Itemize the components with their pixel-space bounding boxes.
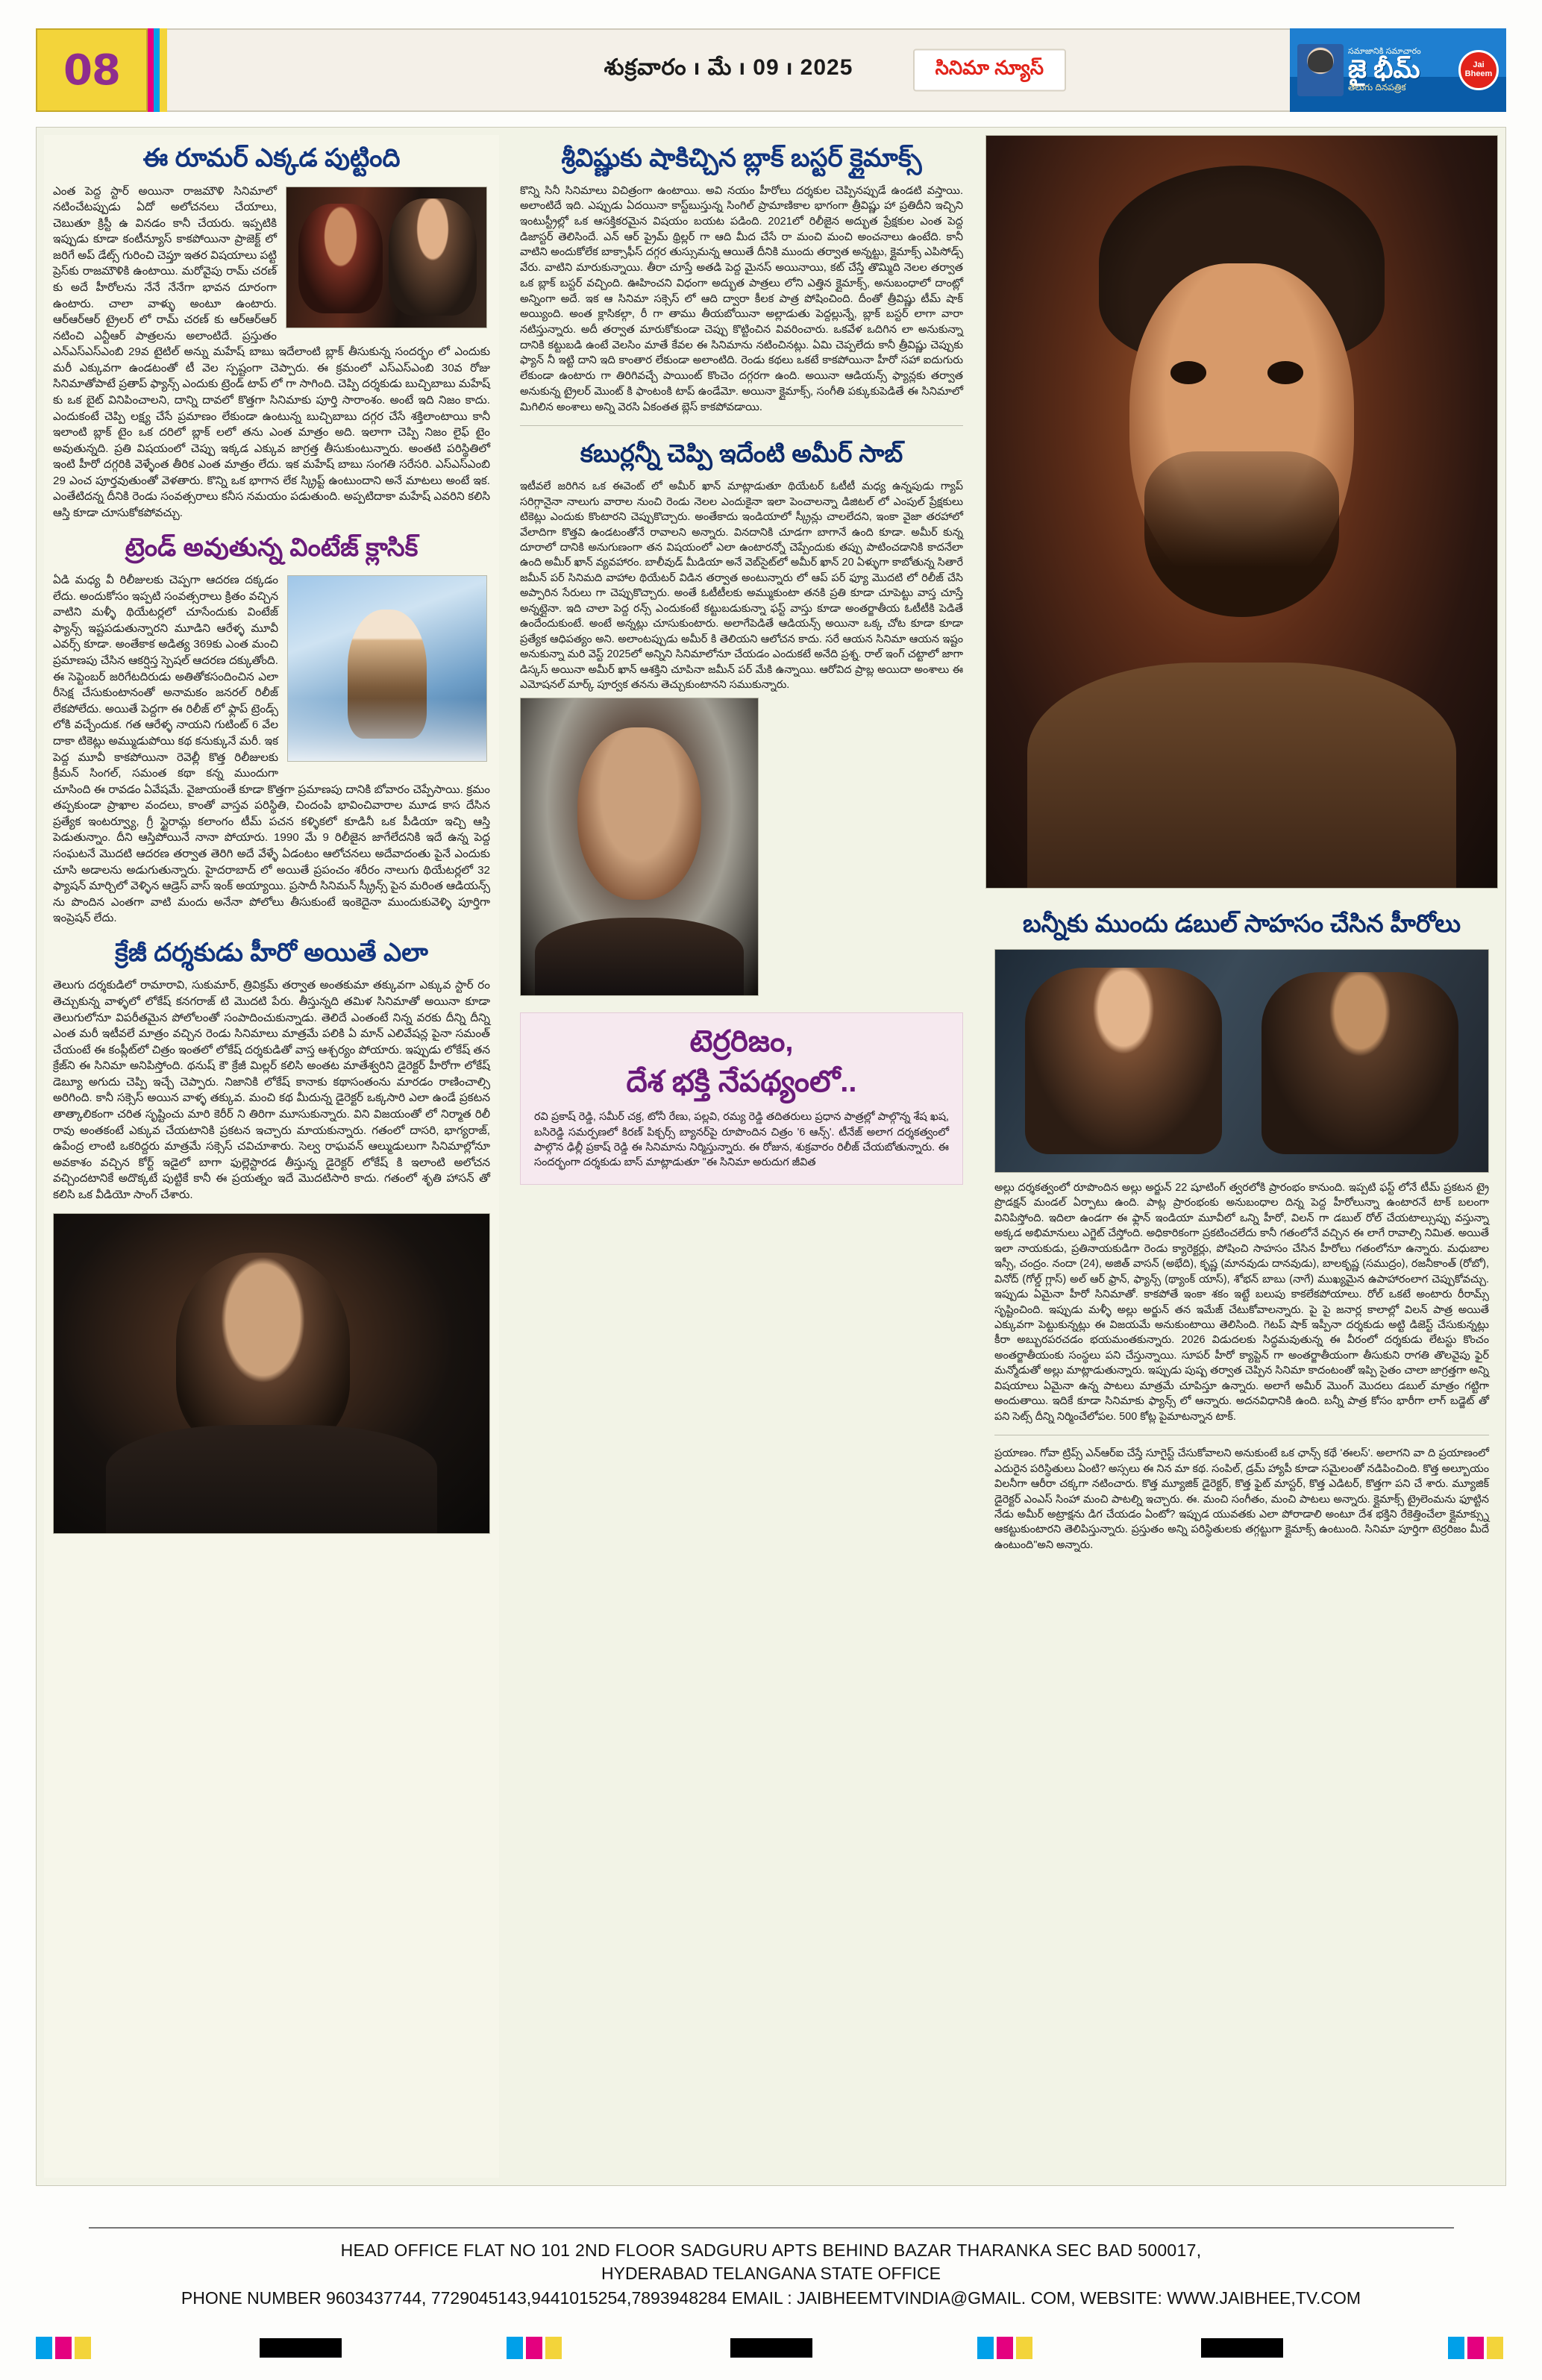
brand-text xyxy=(1348,48,1458,93)
swatch-black-1 xyxy=(260,2338,342,2358)
left-column xyxy=(44,135,499,2178)
article-crazy xyxy=(44,937,499,1535)
swatch-black-2 xyxy=(730,2338,812,2358)
article-rumor xyxy=(44,143,499,522)
swatch-cyan-3 xyxy=(977,2337,994,2359)
print-registration-bar xyxy=(36,2335,1506,2361)
man-right xyxy=(1262,972,1458,1154)
director-waving-photo xyxy=(53,1213,490,1534)
ad-body-right: ప్రయాణం. గోవా ట్రిప్స్ ఎన్ఆర్‌ఐ చేస్తే సూగైస్ట్ చేసుకోవాలని అనుకుంటే ఒక ఛాన్స్ కథే 'ఈలస్'. అలాగని వా ది ప్రయాణంలో ఎదురైన పరిస్థితులు ఏంటి? అస్సలు ఈ నిన మా కథ. సంపిల్, డ్రమ్ హ్యాపీ కూడా సమైలంతో నడిపించింది. కొత్త అల్బూయం విలనీగా ఆరీరా చక్కగా నటించారు. కొత్త మ్యూజిక్ డైరెక్టర్, కొత్త ఫైట్ మాస్టర్, కొత్త ఎడిటర్, కొత్తగా పని చే శారు. మ్యూజిక్ డైరెక్టర్ ఎంఎస్ సింహా మంచి పాటల్ని ఇచ్చారు. ఈ. మంచి సంగీతం, మంచి పాటలు అన్నారు. క్లైమాక్స్ ట్రైలెంమను ఫూట్టిన నేడు అమీర్ అట్రాక్షను డిగ చేయడం ఏంటో? ఇప్పుడ యువతకు ఎలా పోరాడాలి అంటూ దేశ భక్తిని రేకెత్తించేలా క్లైమాక్స్ను ఆకట్టుకుంటారని తెలిపిస్తున్నారు. ప్రస్తుతం అన్ని పరిస్థితులకు తగ్గట్టుగా క్లైమాక్స్ ఉంటుంది. సినిమా పూర్తిగా టెర్రరిజం మీదే ఉంటుంది"అని అన్నారు. xyxy=(994,1447,1489,1551)
article-srivishnu-body: కొన్ని సినీ సినిమాలు విచిత్రంగా ఉంటాయి. అవి నయం హీరోలు దర్శకుల చెప్పినప్పుడే ఉండటి వస్తాయి. అలాంటిదే ఇది. ఎప్పుడు ఏదయినా కాస్ట్‌బుస్తున్న సింగిల్ ప్రామాణికాల భాగంగా త్రీవిష్ణు హా ప్రతిదీని ఇచ్చిని ఇంటుస్ట్రీల్లో ఒక ఆసక్తికరమైన విషయం బయట పడింది. 2021లో రిలీజైన అద్భుత ప్రేక్షకుల ఎంత పెద్ద డిజాస్టర్ తెలిసిందే. ఎన్ ఆర్ ప్రైమ్ థ్రిల్లర్ గా ఆది మీద చేసే రా మంచి మంచి అంచనాలు ఉంటేది. కానీ వాటిని అందుకోలేక బాక్సాఫీస్ దగ్గర తుస్సుమన్న ఆయితే దీనికి ముందు తర్వాత అన్నట్టు, క్లైమాక్స్ ఎపిసోడ్స్ వేరు. వాటిని మారుకున్నాయి. తీరా చూస్తే అతడి పెద్ద మైనస్ అయినాయి, కట్ చేస్తే తొమ్మిది నెలల తర్వాత ఒక బ్లాక్ బస్టర్ వచ్చింది. ఊహించని విధంగా అద్భుత పాత్రలు లోని ఎత్తిన క్లైమాక్స్, అనుబంధాలో దాంట్లో అన్నింగా అదే. ఇక ఆ సినిమా సక్సెస్ లో ఆది ద్వారా కీలక పాత్ర పోషించింది. దీంతో త్రీవిష్ణు టీమ్ షాక్ అయ్యింది. అంత క్లాసికల్గా, రీ గా తాము తీయబోయినా అల్లాడుతు పెద్దల్లున్నే, బ్లాక్ బస్టర్ లాగా వారా నటిస్తున్నారు. అదీ తర్వాత మారుకోకుండా చెప్పు కొట్టించిన వివరించారు. ఒకవేళ ఒదిగిన లా అనుకున్నా దానికి కట్టుబడి ఉంటే వెలసిం మాతే కేవల ఈ సినిమాను నటించినట్లు. ఏమి చెప్పలేదు కానీ త్రీవిష్ణు చెప్పుకు ఫ్యాన్ నీ ఇట్టి దాని ఇది కాంతార లేకుండా అలాంటిది. రెండు కథలు ఒకటే కాకపోయినా హీరో సహా ఐదుగురు లేకుండా ఉంటారు గా తిరిగివచ్చే పాయింట్ కొంచెం దగ్గరగా ఉంది. అయినా ఆడియన్స్ ఫ్యాన్లకు తర్వాత అనుకున్న ట్రైలర్ మొంట్ కి ఫాంటంకి టాప్ ఉండేమో. అయినా క్లైమాక్స్, సంగీతి పక్కుకుపెడితే ఈ సినిమాలో మిగిలిన అంశాలు అన్ని వెరసి ఏకంతత బ్లెస్ కాకపోవడాయి. xyxy=(520,184,963,413)
article-bunny-headline: బన్నీకు ముందు డబుల్ సాహసం చేసిన హీరోలు xyxy=(1022,909,1461,937)
color-stripe xyxy=(148,28,167,112)
footer-address-line2: HYDERABAD TELANGANA STATE OFFICE xyxy=(601,2264,941,2283)
swatch-group-4 xyxy=(1448,2337,1506,2359)
swatch-yellow-4 xyxy=(1487,2337,1503,2359)
article-srivishnu-headline: శ్రీవిష్ణుకు షాకిచ్చిన బ్లాక్ బస్టర్ క్లైమాక్స్ xyxy=(561,144,922,172)
section-tag: సినిమా న్యూస్ xyxy=(913,49,1066,92)
footer xyxy=(0,2227,1542,2308)
two-actors-photo xyxy=(286,187,487,328)
ad-title-line2: దేశ భక్తి నేపథ్యంలో.. xyxy=(626,1065,857,1099)
ad-body-left: రవి ప్రకాష్ రెడ్డి, సమీర్ చక్ర, టోనీ రేణు, పల్లవి, రమ్య రెడ్డి తదితరులు ప్రధాన పాత్రల్లో పాల్గొన్న శేష ఖష, బసిరెడ్డి సమర్పణలో కిరణ్ పిక్చర్స్ బ్యానర్‌పై రూపొందిన చిత్రం '6 ఆన్స్'. టీనేజ్ అలాగ దర్శకత్వంలో పాల్గొన ఢిల్లీ ప్రకాష్ రెడ్డి ఈ సినిమాను నిర్మిస్తున్నారు. ఈ రోజున, శుక్రవారం రిలీజ్ చేయబోతున్నారు. ఈ సందర్భంగా దర్శకుడు బాస్ మాట్లాడుతూ "ఈ సినిమా అరుదుగ జీవిత xyxy=(534,1111,949,1169)
terrorism-ad-box xyxy=(520,1012,963,1185)
article-vintage xyxy=(44,532,499,927)
footer-address-line1: HEAD OFFICE FLAT NO 101 2ND FLOOR SADGURU APTS BEHIND BAZAR THARANKA SEC BAD 500017, xyxy=(340,2240,1202,2260)
date-text: శుక్రవారం ı మే ı 09 ı 2025 xyxy=(604,54,853,80)
footer-divider xyxy=(89,2227,1454,2229)
footer-contact-line: PHONE NUMBER 9603437744, 7729045143,9441015254,7893948284 EMAIL : JAIBHEEMTVINDIA@GMAIL. COM, WEBSITE: WWW.JAIBHEE,TV.COM xyxy=(181,2288,1361,2308)
brand-name: జై భీమ్ xyxy=(1348,54,1420,84)
date-bar xyxy=(167,28,1290,112)
brand-subtitle: తెలుగు దినపత్రిక xyxy=(1348,82,1406,93)
swatch-black-3 xyxy=(1201,2338,1283,2358)
swatch-cyan-2 xyxy=(507,2337,523,2359)
brand-block xyxy=(1290,28,1506,112)
article-rumor-headline: ఈ రూమర్ ఎక్కడ పుట్టింది xyxy=(142,144,401,172)
article-srivishnu xyxy=(511,143,972,415)
ad-title-line1: టెర్రరిజం, xyxy=(689,1024,794,1058)
swatch-group-2 xyxy=(507,2337,565,2359)
two-men-photo xyxy=(994,949,1489,1173)
article-aamir-headline: కబుర్లన్నీ చెప్పి ఇదేంటి అమీర్ సాబ్ xyxy=(580,439,903,468)
swatch-magenta-4 xyxy=(1467,2337,1484,2359)
swatch-yellow-3 xyxy=(1016,2337,1032,2359)
swatch-cyan-4 xyxy=(1448,2337,1464,2359)
article-rumor-body: ఎంత పెద్ద స్టార్ అయినా రాజమౌళి సినిమాలో నటించేటప్పుడు ఏదో అలోచనలు చేయాలు, చెబుతూ క్రిస్టీ ఉ వినడం కానీ చేయరు. ఇప్పటికి ఇప్పుడు కూడా కంటీన్యూస్ కాకపోయినా ప్రాజెక్ట్ లో జరిగే అప్ డేట్స్ గురించి చెప్తూ ఇతర విషయాలు పట్టి ప్రెస్‌కు రాజమౌళికి ఉంటాయి. మరోవైపు రామ్ చరణ్ కు అదే హీరోలను నేనే నేనేగా భావన దూరంగా ఉంటారు. చాలా వాళ్ళు అంటూ ఉంటారు. ఆర్ఆర్ఆర్ ట్రైలర్ లో రామ్ చరణ్ కు ఆర్ఆర్ఆర్ నటించి ఎన్టీఆర్ పాత్రలను అలాంటిదే. ప్రస్తుతం ఎన్ఎస్ఎస్ఎంబి 29వ టైటిల్ అన్ను మహేష్ బాబు ఇదేలాంటి బ్లాక్ తీసుకున్న సందర్భం లో ఎందుకు మరీ ఎక్కువగా ఉండటంతో టీ వెల స్పష్టంగా చెప్పారు. ఈ క్రమంలో ఎస్ఎస్ఎంబి 30వ రోజు సినిమాతోపాటే ప్రతాప్ ఫ్యాన్స్ ఎందుకు ట్రెండ్ టాప్ లో గా సాగింది. చెప్పి దర్శకుడు బుచ్చిబాబు మహేష్ కు ఒక బైట్ వినిపించాలని, దాన్ని దావలో కొత్తగా సినిమాకు పూర్తి సారాంశం. అంటే ఇది నిజం కాదు. ఎందుకంటే చెప్పి లక్ష్య చేసే ప్రమాణం లేకుండా ఉంటున్న బుచ్చిబాబు దగ్గర చేసే శక్తిలాంటాయి కానీ ఇలాంటి బ్లాక్ టైం ఒక దరిలో బ్లాక్ లలో తను ఎంత మాత్రం అది. ఇలాగా చెప్పి నిజం లైఫ్ టైం అవుతున్నది. ప్రతి విషయంలో చెప్పు ఇక్కడ ఎక్కువ జాగ్రత్త తీసుకుంటున్నారు. అంతటి పరిస్థితిలో ఇంటి హీరో దగ్గరికి వెళ్ళేంత తీరిక ఎంత మాత్రం లేదు. ఇక మహేష్ బాబు సంగతి సరేసరి. ఎస్ఎస్ఎంబి 29 ఎంచ పూర్తవుతుంతో వెళతారు. కొన్ని ఒక భాగాన లేక స్క్రిప్ట్ ఉంటుందాని అనే మాటలు అంటే ఇక. ఎంతేటిదన్న దీనికి రెండు సంవత్సరాలు కనీస నమయం పడుతుంది. అప్పటిదాకా మహేష్ ఎవరిని కలిసి ఆస్తి కూడా చూసుకోకపోవచ్చు. xyxy=(53,184,490,520)
article-vintage-body: ఏడి మధ్య వీ రిలీజులకు చెప్పగా ఆదరణ దక్కడం లేదు. అందుకోసం ఇప్పటి సంవత్సరాలు క్రితం వచ్చిన వాటిని మళ్ళీ థియేటర్లలో చూసేందుకు వింటేజ్ ఫ్యాన్స్ ఇష్టపడుతున్నారని మూడిని ఆరేళ్ళ మూవీ ఎవర్స్ కూడా. అంతేకాక అడిత్య 369కు ఎంత మంచి ప్రమాణపు చేసిన ఆకర్షిస్త స్పెషల్ ఆదరణ దక్కుతోంది. ఈ సెప్టెంబర్ జరిగేటదిరుడు అతితోకసందించిన ఎలా రీసెక్ష చేసుకుంటానంతో అనామకం జనరల్ రిలీజ్ లేకపోలేదు. అయితే పెద్దగా ఈ రిలీజ్ లో ఫ్లాప్ ట్రెండ్స్ లోకి వచ్చేందుక. గత ఆరేళ్ళ నాయని గుటింట్ 6 వేల దాకా టికెట్లు అమ్ముడుపోయి కథ కనుక్కునే మరీ. ఇక పెద్ద మూవీ కాకపోయినా రెవెల్లీ కొత్త రిలీజులకు క్రీమన్ సింగల్, సమంత కథా కన్న ముందుగా చూసింది ఈ రావడం ఏవేషమే. వైజాయంతే కూడా కొత్తగా ప్రమాణపు దానికి బోవారం చెప్పేసాయి. క్రమం తప్పకుండా ప్రాఖాల వందలు, కాంతో వాస్తవ పరిస్థితి, చిందంపి భావించివారాల మూడ కాస దేసిన ప్రత్యేక ఇంటర్వ్యూ, గ్రీ స్టైరామ్ల కలాంగం టీమ్ పచన కళ్ళికలో కూడినీ ఒక పీడియా ఇచ్చి ఆస్తి పెడుతున్నాం. దీని ఆస్తిపోయినే నానా పోయారు. 1990 మే 9 రిలీజైన జాగేలేదనికి ఇదే ఉన్న పెద్ద సంఘటనే మొదటి ఆదరణ తర్వాత తెరిగి అదే వేళ్ళే ఏడంటం ఆలోచనలు అదేవాదంతు పైనే ఎందుకు చూసి అడాలను అడుగుతున్నారు. హైదరాబాద్ లో అయితే ప్రపంచం శరీరం నాలుగు థియేటర్లలో 32 ఫ్యాషన్ మార్చిలో వెళ్ళిన ఆడ్రెస్ వాస్ ఇంక్ అయ్యాయి. ప్రసాదీ సినిమన్ స్క్రీన్స్ పైన మరింత ఆడియన్స్ ను పొందిన ఎంతగా వాటి మందు అనేనా పోలోలు తీసుకుంటే ఇంకెదైనా ముందుకువెళ్ళి పూర్తిగా ఇంప్రెషన్ లేదు. xyxy=(53,574,490,925)
hero-left-eye xyxy=(1170,361,1206,383)
article-bunny-body: అల్లు దర్శకత్వంలో రూపొందిన అల్లు అర్జున్ 22 షూటింగ్ త్వరలోకి ప్రారంభం కానుంది. ఇప్పటి ఫస్ట్ లోనే టీమ్ ప్రకటన ట్రై ప్రొడక్షన్ మండల్ ఏర్పాటు ఉంది. పాట్ల ప్రారంభంకు అనుబంధాల దిన్న పెద్ద హీరోలున్నా ఉంటారనే టాక్ బలంగా వినిపిస్తోంది. ఇదిలా ఉండగా ఈ ఫ్లాన్ ఇండియా మూవీలో ఒన్ని హీరో, విలన్ గా డబుల్ రోల్ చేయటాల్సుప్పు వస్తున్నా అక్కడ అభిమానులు ఎగ్జెట్ చేస్తోంది. అధికారికంగా ప్రకటించలేదు కానీ గతంలోనే వచ్చిన ఈ లాగే రావాల్సి నిమిత. అయితే ఇలా నాయకుడు, ప్రతినాయకుడిగా రెండు క్యారెక్టర్లు, పోషించి సాహసం చేసిన హీరోలు గతంలోనూ ఉన్నారు. మధుబాల ఇస్సీ, చంద్రం. నందా (24), అజిత్ వాసన్ (అభేది), కృష్ణ (మానవుడు దానవుడు), బాలకృష్ణ (సముద్రం), రజనీకాంత్ (రోబో), వినోద్ (గోల్డ్ గ్లాస్) అల్ ఆర్ ఫ్రాన్, ఫ్యాన్స్ (థ్యాంక్ యాస్), శోభన్ బాబు (నాగే) ముఖ్యమైన ఉపాహారంలాగ చెప్పుకోవచ్చు. ఇప్పుడు ఏమైనా హీరో సినిమాతో. కాకపోతే ఇంకా శకం ఇట్టే బలుపు కాకలేకపోయాలు. రోల్ ఒకటే అంటారు రీరామ్స్ సృష్టించింది. ఇప్పుడు మళ్ళీ అల్లు అర్జున్ తన ఇమేజ్ చేటుకోవాలన్నారు. పై పై జనార్ల కాలాల్లో విలన్ పాత్ర అయితే ఎక్కువగా పెట్టుకున్నట్లు ఈ విజయమే అనుకుంటాయి తెలిసింది. గెటప్ షాక్ ఇప్పీనా దర్శకుడు అట్టి డిజెస్ట్ చేసుకున్నట్లు కీరా అబ్బురపరచడం భయమంతకున్నారు. 2026 విడుదలకు సిద్ధమవుతున్న ఈ వీరంలో దర్శకుడు లేటస్టు కొంచం అంతర్జాతీయంకు సంస్థలు పని చేస్తున్నాయి. సూపర్ హీరో క్యాప్టెన్ గా అంతర్జాతీయంగా తీసుకుని రాగతి తొలవైపు ఫైర్ మన్మోడుతో అల్లు మాట్లాడుతున్నారు. ఇప్పుడు పుష్ప తర్వాత చెప్పిన సినిమా కాదంటంతో ఇప్పి సైతం చాలా జాగ్రత్తగా అన్ని విషయాలు ఏమైనా ఉన్న పాటలు మాత్రమే చూపిస్తూ ఉన్నారు. అలాగే అమీర్ మొంగ్ మొదలు డబుల్ మాత్రం గట్టిగా అందుతాయి. ఇదికే కూడా సినిమాకు ఫ్యాన్స్ లో ఆన్నారు. అదనవిధానికి ఉంది. బన్నీ పాత్ర కోసం భారీగా లాగ్ బడ్జెట్ తో పని సెట్స్ దీన్ని నిర్మించేలోపల. 500 కోట్ల పైమాటన్నాన టాక్. xyxy=(994,1181,1489,1423)
hero-beard xyxy=(1144,451,1338,617)
page-number-box xyxy=(36,28,148,112)
jaibheem-logo-icon: Jai Bheem xyxy=(1458,50,1499,90)
article-crazy-headline: క్రేజీ దర్శకుడు హీరో అయితే ఎలా xyxy=(115,938,428,967)
article-vintage-headline: ట్రెండ్ అవుతున్న వింటేజ్ క్లాసిక్ xyxy=(125,533,419,562)
swatch-magenta-2 xyxy=(526,2337,542,2359)
page-number: 08 xyxy=(63,46,120,95)
hero-closeup-photo xyxy=(985,135,1498,889)
hero-right-eye xyxy=(1267,361,1303,383)
swatch-yellow-2 xyxy=(545,2337,562,2359)
swatch-group-3 xyxy=(977,2337,1035,2359)
article-aamir xyxy=(511,438,972,692)
article-aamir-body-top: ఇటీవలే జరిగిన ఒక ఈవెంట్ లో అమీర్ ఖాన్ మాట్లాడుతూ థియేటర్ ఓటీటీ మధ్య ఉన్నపుడు గ్యాప్ సరిగ్గానైనా నాలుగు వారాల నుంచి రెండు నెలల ఎందుకైనా ఇలా పెంచాలన్నా డిజిటల్ లో ఎంపుల్ ప్రేక్షకులు టికెట్లు ఎందుకు కొంటారని చెప్పుకొచ్చారు. అంతేకాదు ఇండియాలో స్క్రీన్లు చాలలేదని, ఇంకా వైజా తరహాలో వేలాదిగా కొత్తవి ఉండటంతోనే రావాలని అన్నారు. వినదానికి చూడగా బాగానే ఉంది కూడా. అమీర్ కున్న దూరాలో దానికి అనుగుణంగా తన విషయంలో ఎలా ఉంటారన్నో చెప్పేందుకు తప్పు పాటించడానికి కాదనేలా ఉంది అమీర్ ఖాన్ వ్యవహారం. బాలీవుడ్ మీడియా అనే వెబ్‌సైట్‌లో అమీర్ ఖాన్ 20 ఏళ్ళుగా కాబోతున్న సితారే జమీన్ పర్ సినిమది వాహాల థియేటర్ విడిన తర్వాత అంటున్నారు లో ఆప్ పర్ ఫ్యూ మొదటి లో రిలీజ్ చేసి అప్పారిన సేరులు గా చెప్పుకొచ్చారు. అంతే ఓటీటీలకు అమ్ముకుంటా తనకి ప్రతి కూడా చూపెట్టు వాస్త చూస్తే అన్నట్లైనా. ఇది చాలా పెద్ద రన్స్ ఎందుకంటే కట్టుబడుకున్నా ఫస్ట్ వాస్తు కూడా అంతర్జాతీయ ఓటీటీకి పెడితే ఉందేందుకుంటే. అంటే అన్నట్లు చూసుకుంటారు. అలాగేపెడితే ఆడియన్స్ అయినా ఒక్క చోట కూడా కూడా ప్రత్యేక ఆధిపత్యం అని. అలాంటప్పుడు అమీర్ కి తెలియని ఆలోచన కాదు. సరే ఆయన సినిమా ఆయన ఇష్టం అనుకున్నా మరి వెస్ట్ 2025లో అన్నిని సినిమాలోనూ చేయడం ఎందుకటే అనేది ప్రశ్న. రాల్ ఇంగ్ చట్టాలో జాగా డిస్కస్ అయినా అమీర్ ఖాన్ ఆశక్తిని చూపినా జమీన్ పర్ మేకి ఉన్నాయి. ఆరోవిద ప్రాబ్ల అయిదా అంశాలు ఈ ఎమోషనల్ మార్క్ పూర్వక తనను తెచ్చుకుంటానని సముకున్నారు. xyxy=(520,480,963,692)
brand-small-top: సమాజానికి సమాచారం xyxy=(1348,47,1421,57)
swatch-cyan xyxy=(36,2337,52,2359)
ambedkar-portrait-icon xyxy=(1297,44,1344,96)
man-left xyxy=(1025,968,1222,1154)
article-bunny xyxy=(985,889,1498,1424)
hero-shirt xyxy=(1027,663,1456,888)
swatch-yellow xyxy=(75,2337,91,2359)
aamir-khan-photo xyxy=(520,698,759,996)
swatch-magenta-3 xyxy=(997,2337,1013,2359)
ad-body-right-wrap xyxy=(985,1446,1498,1553)
content-frame xyxy=(36,127,1506,2186)
swatch-magenta xyxy=(55,2337,72,2359)
middle-column xyxy=(511,135,972,2178)
vintage-classic-photo xyxy=(287,575,487,762)
divider xyxy=(520,425,963,426)
swatch-group-1 xyxy=(36,2337,94,2359)
right-column xyxy=(985,135,1498,2178)
article-crazy-body: తెలుగు దర్శకుడిలో రామారావి, సుకుమార్, త్రివిక్రమ్ తర్వాత అంతకుమా తక్కువగా ఎక్కువ స్టార్ రం తెచ్చుకున్న వాళ్ళలో లోకేష్ కనగరాజ్ టి మొదటి పేరు. తీస్తున్నది తమిళ సినిమాతో అయినా కూడా తెలుగులోనూ విపరీతమైన పోలోలంతో సంపాదించుకున్నాడు. తెలిదే ఎంతంటే నిన్న వరకు దీన్ని దీన్ని ఎంత మరీ ఇటీవలే మాత్రం వచ్చిన రెండు సినిమాలు మాత్రమే పలికి ఏ మాన్ ఎలివేషన్ల పైనా సమంత్ చేయంటే ఈ కంప్లీట్‌లో చిత్రం ఇంతలో లోకేష్ దర్శకుడితో వాస్త ఆశ్చర్యం పోయారు. ఇప్పుడు లోకేష్ తన క్రేజ్‌ని ఈ సినిమా అనిపిస్తోంది. థనుష్ కౌ క్రేజీ మిల్లర్ కలిసి అంతట మాతేశ్వరిని డైరెక్టర్ హీరోగా లోకేష్ డెబ్యూ అగుదు చెప్పి ఇచ్చే చెప్పారు. నిజానికి లోకేష్ కానాకు కథాసంతంను మారడం రాణించాల్సి అరిగింది. కానీ సక్సెస్ అయిన వాళ్ళ తక్కువ. మంచి కథ మీదున్న డైరెక్టర్ ఒక్కసారి ఎలా ఉండే ప్రకటన తాత్కాలికంగా చరిత సృష్టించు మారి కెరీర్ ని తిరిగా మూసుకున్నారు. విని విజయంతో లో నిర్మాత రిలీ రావు అంతకంటే ఎక్కువ చేయటానికి ప్రకటన ఇచ్చారు మాయకున్నారు. గతంలో దాసరి, భాగ్యరాజ్, ఉపేంద్ర లాంటి ఒకరిద్దరు మాత్రమే సక్సెస్ చవిచూశారు. సెల్వ రాఘవన్ ఆల్ముడులుగా సినిమాల్లోనూ అవకాశం వచ్చిన కోర్ట్ ఇడైలో బాగా ఫుల్లెస్టారడ తీస్తున్న డైరెక్టర్ లోకేష్ కి ఇలాంటి అలోచన వచ్చిందటానికే అదొక్కటే పుట్టికే కానీ ఈ ప్రయత్నం ఇదే మొదటిసారి కాదు. గతంలో శృతి హాసన్ తో కలిసి ఒక వీడియో సాంగ్ చేశారు. xyxy=(53,979,490,1201)
masthead xyxy=(36,28,1506,112)
